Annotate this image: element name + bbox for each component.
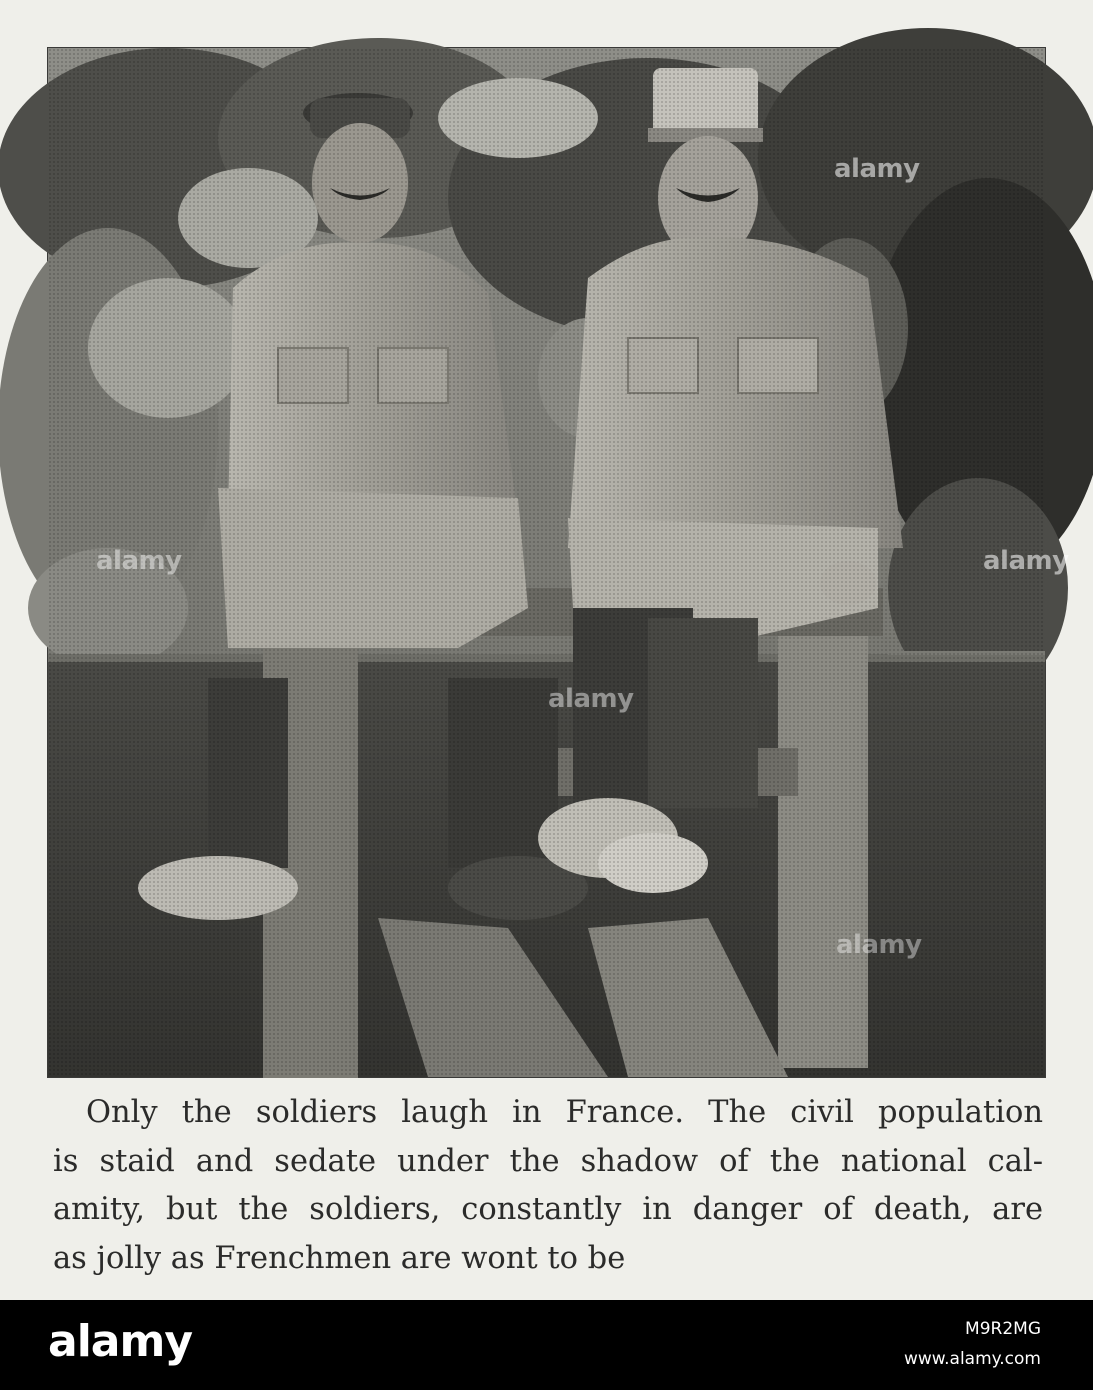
alamy-logo[interactable]: alamy	[48, 1316, 192, 1367]
watermark-text: alamy	[983, 546, 1069, 576]
photo-two-soldiers-on-stile	[48, 48, 1045, 1077]
caption-line: amity, but the soldiers, constantly in danger of death, are	[53, 1192, 1043, 1227]
caption-line: Only the soldiers laugh in France. The civil population	[86, 1095, 1043, 1130]
watermark-text: alamy	[834, 154, 920, 184]
watermark-text: alamy	[836, 930, 922, 960]
watermark-text: alamy	[96, 546, 182, 576]
watermark-text: alamy	[548, 684, 634, 714]
photograph	[47, 47, 1069, 1078]
caption-line: as jolly as Frenchmen are wont to be	[53, 1240, 626, 1276]
image-id: M9R2MG	[965, 1319, 1041, 1339]
photo-caption	[53, 1089, 1043, 1283]
caption-line: is staid and sedate under the shadow of the national cal-	[53, 1143, 1043, 1179]
site-url-link[interactable]: www.alamy.com	[903, 1349, 1041, 1369]
